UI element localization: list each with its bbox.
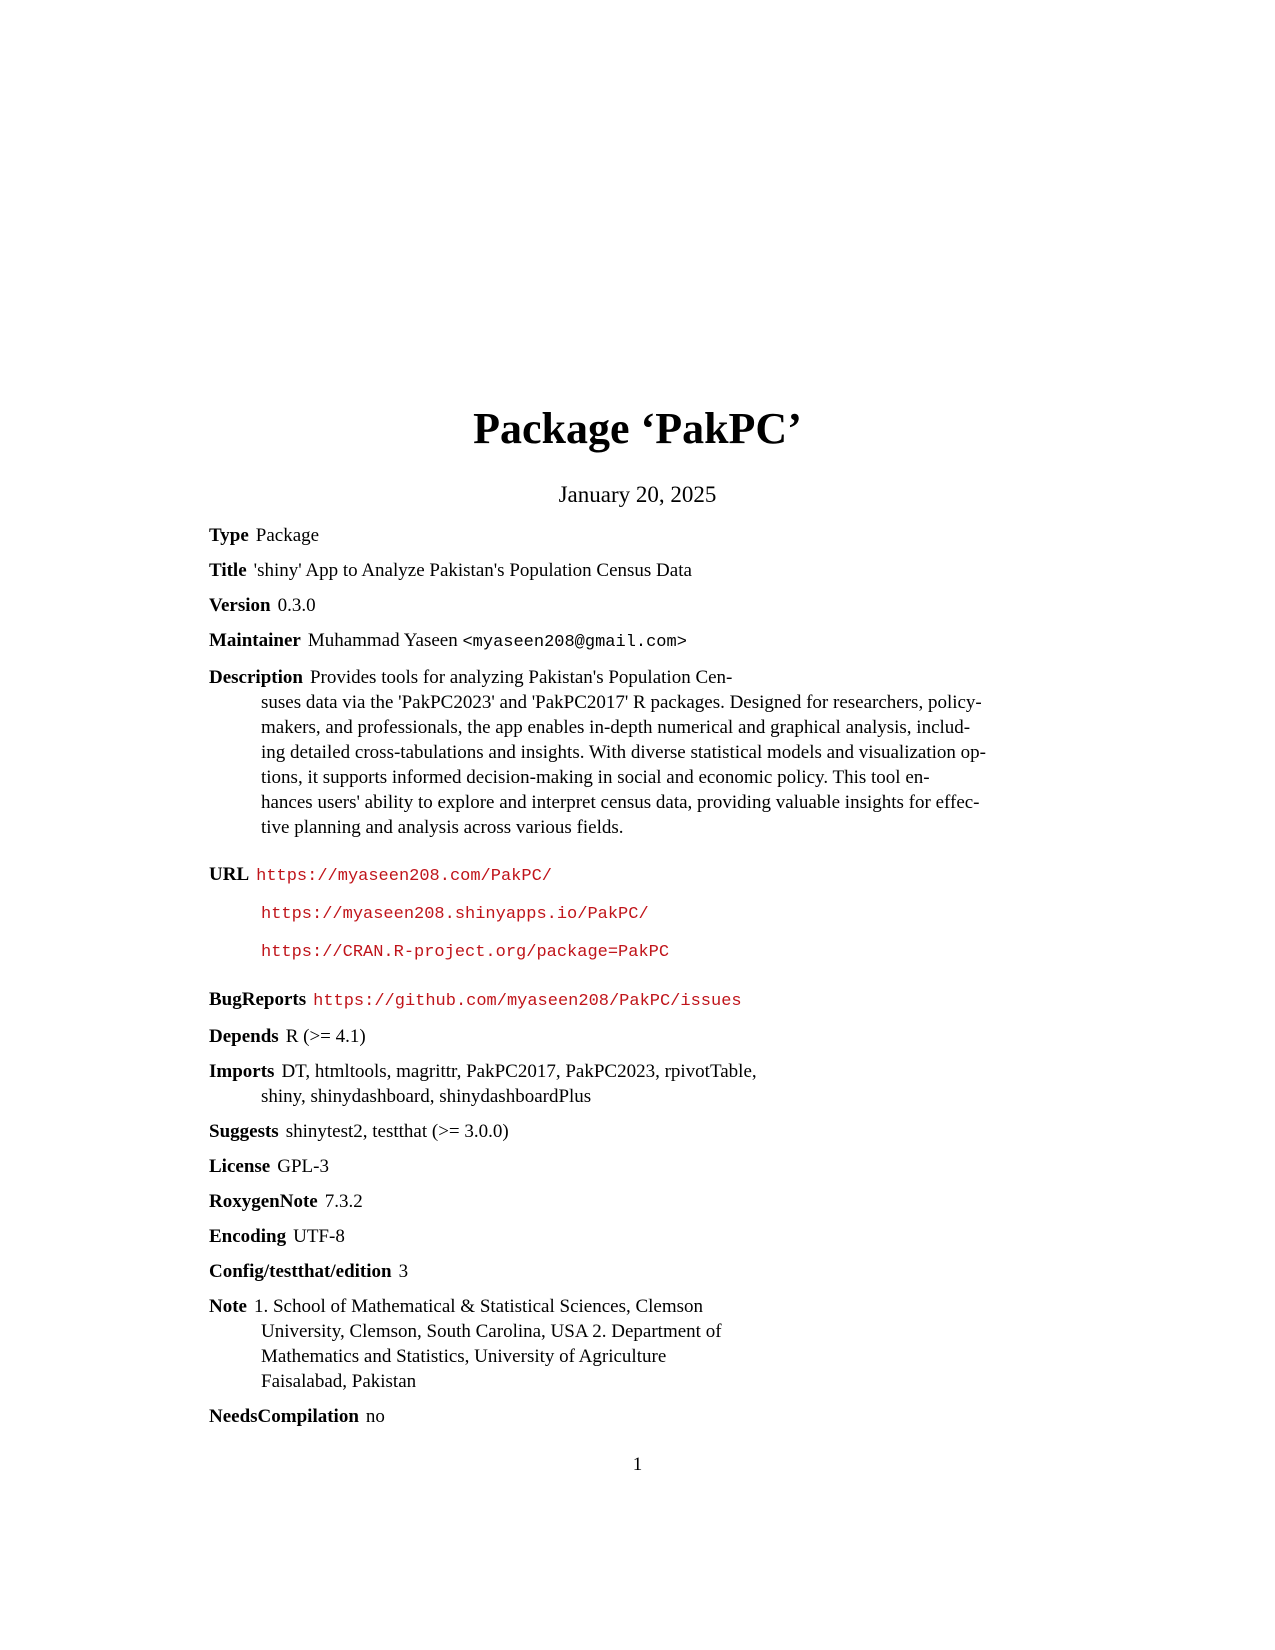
field-label: Description bbox=[209, 667, 303, 688]
field-title bbox=[209, 558, 1069, 583]
field-value: 'shiny' App to Analyze Pakistan's Population Census Data bbox=[253, 560, 692, 581]
field-label: Suggests bbox=[209, 1121, 279, 1142]
field-roxygennote bbox=[209, 1189, 1069, 1214]
field-suggests bbox=[209, 1119, 1069, 1144]
field-url bbox=[209, 862, 1069, 965]
field-description bbox=[209, 665, 1069, 840]
description-line: makers, and professionals, the app enables in-depth numerical and graphical analysis, includ- bbox=[261, 717, 971, 738]
note-line: 1. School of Mathematical & Statistical Sciences, Clemson bbox=[253, 1296, 704, 1317]
description-line: hances users' ability to explore and interpret census data, providing valuable insights for effec- bbox=[261, 792, 980, 813]
field-label: NeedsCompilation bbox=[209, 1406, 359, 1427]
description-fields bbox=[209, 523, 1069, 1439]
field-value: Package bbox=[255, 525, 320, 546]
field-label: RoxygenNote bbox=[209, 1191, 318, 1212]
note-line: Mathematics and Statistics, University of Agriculture bbox=[261, 1346, 667, 1367]
field-label: Config/testthat/edition bbox=[209, 1261, 392, 1282]
field-value: shinytest2, testthat (>= 3.0.0) bbox=[285, 1121, 509, 1142]
field-type bbox=[209, 523, 1069, 548]
field-label: License bbox=[209, 1156, 271, 1177]
field-value: 7.3.2 bbox=[324, 1191, 363, 1212]
description-line: tions, it supports informed decision-making in social and economic policy. This tool en- bbox=[261, 767, 930, 788]
bugreports-link[interactable]: https://github.com/myaseen208/PakPC/issues bbox=[313, 992, 742, 1011]
field-bugreports bbox=[209, 987, 1069, 1014]
field-encoding bbox=[209, 1224, 1069, 1249]
field-value: 0.3.0 bbox=[277, 595, 316, 616]
description-line: suses data via the 'PakPC2023' and 'PakPC2017' R packages. Designed for researchers, policy- bbox=[261, 692, 982, 713]
field-maintainer bbox=[209, 628, 1069, 655]
field-label: Depends bbox=[209, 1026, 279, 1047]
document-title: Package ‘PakPC’ bbox=[473, 404, 802, 453]
field-label: Maintainer bbox=[209, 630, 301, 651]
document-date: January 20, 2025 bbox=[558, 482, 717, 507]
maintainer-email: <myaseen208@gmail.com> bbox=[462, 633, 687, 652]
description-line: Provides tools for analyzing Pakistan's Population Cen- bbox=[309, 667, 733, 688]
field-label: Note bbox=[209, 1296, 247, 1317]
field-imports bbox=[209, 1059, 1069, 1109]
field-value: no bbox=[365, 1406, 385, 1427]
note-line: Faisalabad, Pakistan bbox=[261, 1371, 417, 1392]
url-link[interactable]: https://myaseen208.com/PakPC/ bbox=[256, 867, 552, 886]
description-line: ing detailed cross-tabulations and insights. With diverse statistical models and visualization op- bbox=[261, 742, 986, 763]
field-label: Encoding bbox=[209, 1226, 287, 1247]
field-version bbox=[209, 593, 1069, 618]
field-license bbox=[209, 1154, 1069, 1179]
field-depends bbox=[209, 1024, 1069, 1049]
field-label: Title bbox=[209, 560, 247, 581]
field-label: Type bbox=[209, 525, 249, 546]
field-config-testthat-edition bbox=[209, 1259, 1069, 1284]
description-line: tive planning and analysis across various fields. bbox=[261, 817, 624, 838]
page-number: 1 bbox=[632, 1454, 643, 1475]
field-label: Version bbox=[209, 595, 271, 616]
maintainer-name: Muhammad Yaseen bbox=[307, 630, 458, 651]
field-note bbox=[209, 1294, 1069, 1394]
imports-line: shiny, shinydashboard, shinydashboardPlus bbox=[261, 1086, 592, 1107]
field-label: URL bbox=[209, 864, 250, 885]
field-label: Imports bbox=[209, 1061, 275, 1082]
url-link[interactable]: https://CRAN.R-project.org/package=PakPC bbox=[261, 943, 670, 962]
field-needscompilation bbox=[209, 1404, 1069, 1429]
imports-line: DT, htmltools, magrittr, PakPC2017, PakPC2023, rpivotTable, bbox=[281, 1061, 757, 1082]
note-line: University, Clemson, South Carolina, USA 2. Department of bbox=[261, 1321, 722, 1342]
field-value: R (>= 4.1) bbox=[285, 1026, 366, 1047]
field-value: 3 bbox=[398, 1261, 409, 1282]
url-link[interactable]: https://myaseen208.shinyapps.io/PakPC/ bbox=[261, 905, 649, 924]
field-value: UTF-8 bbox=[293, 1226, 345, 1247]
field-label: BugReports bbox=[209, 989, 307, 1010]
field-value: GPL-3 bbox=[277, 1156, 329, 1177]
